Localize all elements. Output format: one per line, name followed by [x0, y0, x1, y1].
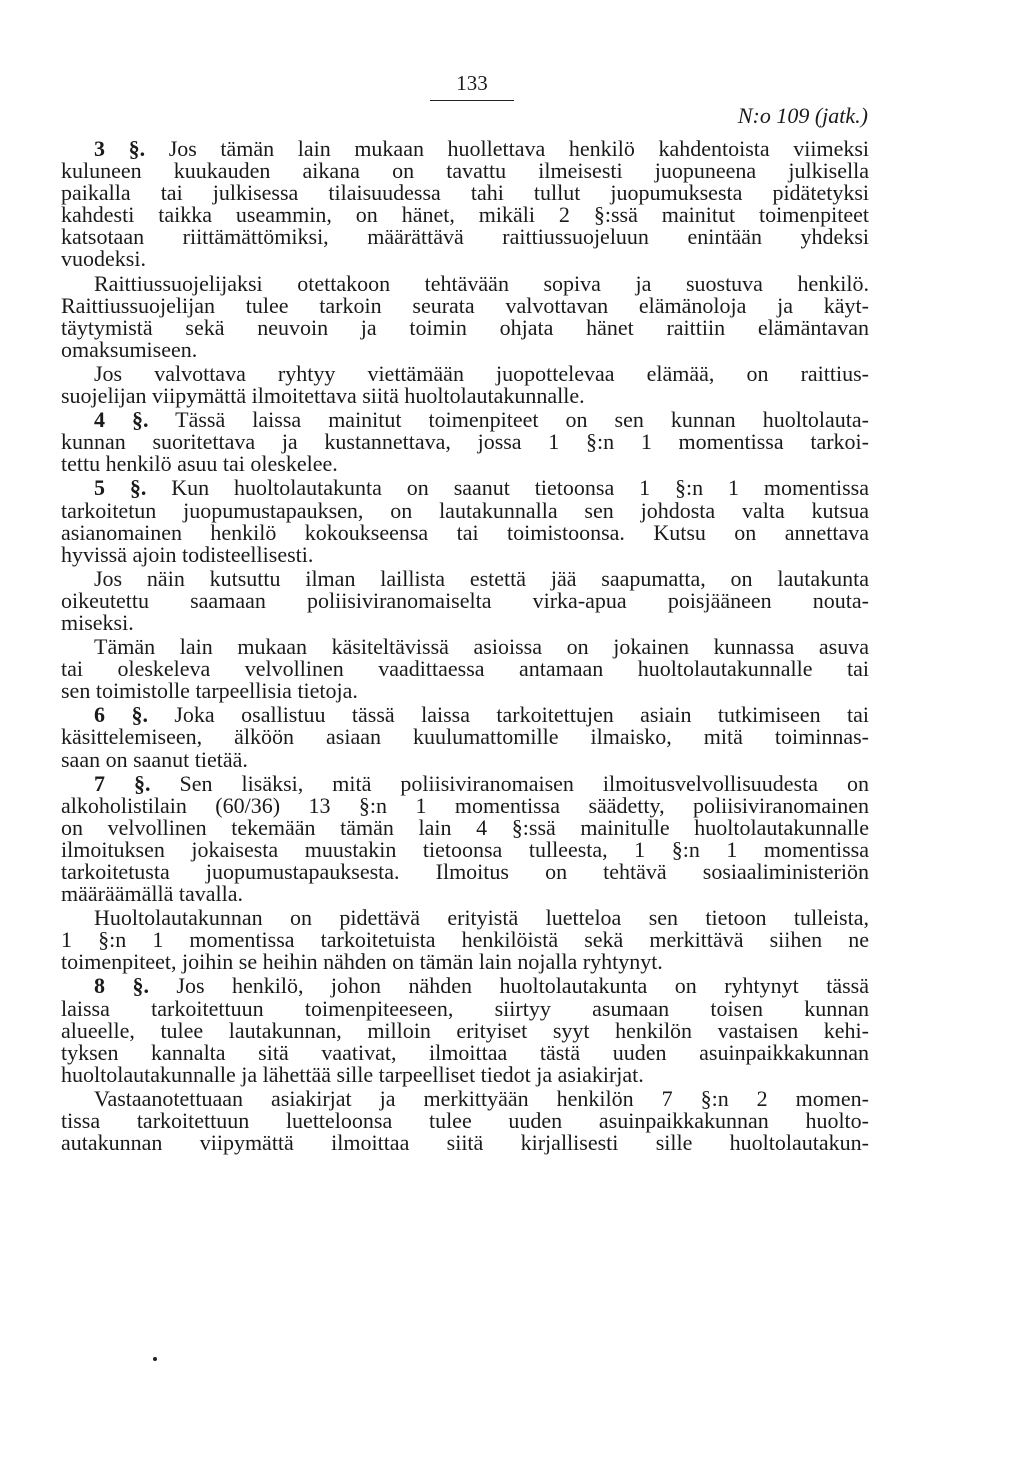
section-number: 5 §.	[94, 475, 147, 501]
text-line	[61, 726, 869, 748]
line-text: Jos valvottava ryhtyy viettämään juopottelevaa elämää, on raittius-	[94, 360, 869, 386]
line-text: miseksi.	[61, 609, 134, 635]
line-text: toimenpiteet, joihin se heihin nähden on tämän lain nojalla ryhtynyt.	[61, 949, 663, 975]
text-line	[61, 1061, 869, 1087]
line-text: tarkoitetun juopumustapauksen, on lautakunnalla sen johdosta valta kutsua	[61, 497, 869, 523]
statute-text	[61, 138, 869, 1156]
line-text: Jos tämän lain mukaan huollettava henkilö kahdentoista viimeksi	[168, 136, 870, 161]
line-text: tissa tarkoitettuun luetteloonsa tulee uuden asuinpaikkakunnan huolto-	[61, 1108, 869, 1134]
line-text: Jos näin kutsuttu ilman laillista estettä jää saapumatta, on lautakunta	[94, 565, 869, 591]
section-paragraph	[61, 975, 869, 1085]
line-text: alueelle, tulee lautakunnan, milloin erityiset syyt henkilön vastaisen kehi-	[61, 1017, 869, 1043]
line-text: Vastaanotettuaan asiakirjat ja merkittyään henkilön 7 §:n 2 momen-	[94, 1085, 869, 1111]
text-line	[61, 1017, 869, 1043]
text-line	[61, 565, 869, 591]
text-line	[61, 385, 869, 407]
line-text: kahdesti taikka useammin, on hänet, mikäli 2 §:ssä mainitut toimenpiteet	[61, 202, 869, 228]
line-text: tai oleskeleva velvollinen vaadittaessa antamaan huoltolautakunnalle tai	[61, 656, 869, 682]
paragraph	[61, 636, 869, 702]
line-text: oikeutettu saamaan poliisiviranomaiselta virka-apua poisjääneen nouta-	[61, 587, 869, 613]
line-text: laissa tarkoitettuun toimenpiteeseen, siirtyy asumaan toisen kunnan	[61, 995, 869, 1021]
text-line	[61, 746, 869, 772]
line-text: 1 §:n 1 momentissa tarkoitetuista henkilöistä sekä merkittävä siihen ne	[61, 927, 869, 953]
section-paragraph	[61, 409, 869, 475]
section-number: 8 §.	[94, 973, 149, 999]
paragraph	[61, 360, 869, 409]
line-text: tyksen kannalta sitä vaativat, ilmoittaa tästä uuden asuinpaikkakunnan	[61, 1039, 869, 1065]
text-line	[61, 519, 869, 545]
text-line	[61, 204, 869, 226]
section-paragraph	[61, 770, 870, 907]
line-text: Tässä laissa mainitut toimenpiteet on sen kunnan huoltolauta-	[175, 407, 869, 433]
text-line	[61, 975, 869, 997]
text-line	[61, 541, 869, 567]
text-line	[61, 636, 869, 658]
text-line	[61, 995, 869, 1021]
text-line	[61, 160, 869, 182]
line-text: sen toimistolle tarpeellisia tietoja.	[61, 678, 358, 704]
text-line	[61, 609, 869, 635]
text-line	[61, 951, 869, 973]
line-text: määräämällä tavalla.	[61, 881, 243, 907]
paragraph	[61, 565, 869, 635]
text-line	[61, 138, 869, 160]
text-line	[61, 292, 869, 318]
text-line	[61, 182, 869, 204]
text-line	[61, 1110, 869, 1132]
line-text: hyvissä ajoin todisteellisesti.	[61, 541, 314, 567]
text-line	[61, 792, 869, 818]
line-text: täytymistä sekä neuvoin ja toimin ohjata hänet raittiin elämäntavan	[61, 314, 869, 340]
line-text: kuluneen kuukauden aikana on tavattu ilmeisesti juopuneena julkisella	[61, 158, 869, 184]
text-line	[61, 453, 869, 475]
paragraph	[61, 1085, 869, 1156]
text-line	[61, 477, 869, 499]
line-text: paikalla tai julkisessa tilaisuudessa tahi tullut juopumuksesta pidätetyksi	[61, 180, 869, 206]
text-line	[61, 336, 869, 362]
text-line	[61, 704, 869, 726]
section-number: 3 §.	[94, 136, 146, 161]
text-line	[61, 409, 869, 431]
line-text: saan on saanut tietää.	[61, 746, 248, 772]
text-line	[61, 929, 869, 951]
line-text: ilmoituksen jokaisesta muustakin tietoonsa tulleesta, 1 §:n 1 momentissa	[61, 836, 869, 862]
line-text: omaksumiseen.	[61, 336, 198, 362]
line-text: suojelijan viipymättä ilmoitettava siitä huoltolautakunnalle.	[61, 383, 585, 409]
section-number: 7 §.	[94, 770, 151, 796]
paragraph	[61, 907, 869, 973]
text-line	[61, 587, 869, 613]
text-line	[61, 360, 869, 386]
line-text: Jos henkilö, johon nähden huoltolautakunta on ryhtynyt tässä	[176, 973, 869, 999]
text-line	[61, 814, 869, 840]
section-paragraph	[61, 477, 869, 565]
line-text: on velvollinen tekemään tämän lain 4 §:ssä mainitulle huoltolautakunnalle	[61, 814, 869, 840]
text-line	[61, 770, 870, 796]
section-paragraph	[61, 704, 869, 770]
line-text: katsotaan riittämättömiksi, määrättävä raittiussuojeluun enintään yhdeksi	[61, 224, 869, 250]
section-number: 6 §.	[94, 702, 148, 728]
text-line	[61, 270, 869, 296]
line-text: Raittiussuojelijan tulee tarkoin seurata valvottavan elämänoloja ja käyt-	[61, 292, 869, 318]
line-text: huoltolautakunnalle ja lähettää sille tarpeelliset tiedot ja asiakirjat.	[61, 1061, 644, 1087]
text-line	[61, 431, 869, 453]
section-paragraph	[61, 138, 869, 271]
text-line	[61, 1132, 869, 1154]
line-text: alkoholistilain (60/36) 13 §:n 1 momentissa säädetty, poliisiviranomainen	[61, 792, 869, 818]
line-text: vuodeksi.	[61, 246, 146, 272]
text-line	[61, 497, 869, 523]
text-line	[61, 836, 869, 862]
paragraph	[61, 270, 869, 362]
line-text: kunnan suoritettava ja kustannettava, jossa 1 §:n 1 momentissa tarkoi-	[61, 429, 869, 455]
line-text: autakunnan viipymättä ilmoittaa siitä kirjallisesti sille huoltolautakun-	[61, 1130, 869, 1156]
text-line	[61, 658, 869, 680]
text-line	[61, 1039, 869, 1065]
text-line	[61, 680, 869, 702]
text-line	[61, 314, 869, 340]
text-line	[61, 1085, 869, 1111]
statute-reference: N:o 109 (jatk.)	[737, 103, 868, 128]
text-line	[61, 861, 869, 883]
text-line	[61, 226, 869, 248]
line-text: tettu henkilö asuu tai oleskelee.	[61, 451, 338, 477]
section-number: 4 §.	[94, 407, 149, 433]
line-text: Kun huoltolautakunta on saanut tietoonsa 1 §:n 1 momentissa	[171, 475, 869, 501]
line-text: Raittiussuojelijaksi otettakoon tehtävään sopiva ja suostuva henkilö.	[94, 270, 869, 296]
line-text: Tämän lain mukaan käsiteltävissä asioissa on jokainen kunnassa asuva	[94, 634, 869, 660]
line-text: Sen lisäksi, mitä poliisiviranomaisen ilmoitusvelvollisuudesta on	[179, 770, 870, 796]
text-line	[61, 248, 869, 270]
line-text: asianomainen henkilö kokoukseensa tai toimistoonsa. Kutsu on annettava	[61, 519, 869, 545]
page-number: 133	[430, 71, 514, 101]
line-text: Huoltolautakunnan on pidettävä erityistä luetteloa sen tietoon tulleista,	[94, 905, 869, 931]
line-text: tarkoitetusta juopumustapauksesta. Ilmoitus on tehtävä sosiaaliministeriön	[61, 859, 869, 884]
line-text: käsittelemiseen, älköön asiaan kuulumattomille ilmaisko, mitä toiminnas-	[61, 724, 869, 750]
line-text: Joka osallistuu tässä laissa tarkoitettujen asiain tutkimiseen tai	[174, 702, 869, 728]
text-line	[61, 883, 869, 905]
print-speck	[153, 1357, 157, 1361]
text-line	[61, 907, 869, 929]
